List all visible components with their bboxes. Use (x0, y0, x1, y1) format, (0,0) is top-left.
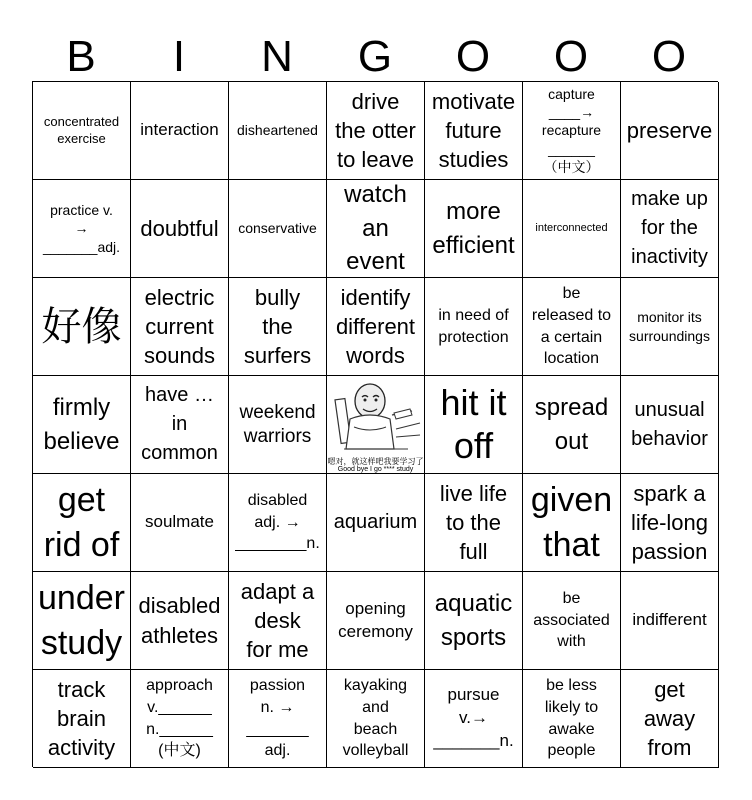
bingo-cell-text: indifferent (632, 610, 707, 630)
bingo-cell-text: spread out (534, 393, 609, 455)
bingo-cell[interactable] (425, 376, 523, 474)
bingo-grid (32, 81, 718, 767)
bingo-cell-text: drive the otter to leave (335, 88, 416, 173)
bingo-cell[interactable] (621, 82, 719, 180)
bingo-cell[interactable] (425, 180, 523, 278)
meme-face-icon (330, 377, 422, 457)
bingo-cell[interactable] (33, 82, 131, 180)
bingo-cell[interactable] (523, 278, 621, 376)
bingo-cell-text: aquatic sports (434, 589, 513, 651)
bingo-cell[interactable] (131, 670, 229, 768)
header-letter: G (357, 32, 393, 81)
bingo-cell-text: get rid of (43, 481, 120, 564)
bingo-cell-text: practice v. → _______adj. (42, 202, 121, 255)
bingo-cell[interactable] (621, 670, 719, 768)
bingo-cell[interactable] (33, 278, 131, 376)
bingo-cell[interactable] (327, 180, 425, 278)
bingo-cell-text: watch an event (344, 181, 407, 276)
bingo-cell-text: interaction (140, 120, 219, 140)
bingo-cell[interactable] (131, 474, 229, 572)
bingo-cell[interactable] (229, 572, 327, 670)
bingo-cell[interactable] (33, 376, 131, 474)
bingo-cell-text: electric current sounds (144, 284, 215, 369)
bingo-cell-text: disabled adj. → ________n. (235, 492, 320, 553)
bingo-cell-text: more efficient (432, 197, 515, 259)
meme-caption-english: Good bye I go **** study (337, 465, 414, 473)
bingo-cell-text: conservative (238, 220, 317, 237)
bingo-cell[interactable] (131, 572, 229, 670)
bingo-cell[interactable] (229, 82, 327, 180)
bingo-cell-text: make up for the inactivity (631, 188, 708, 268)
bingo-cell[interactable] (425, 670, 523, 768)
bingo-cell-text: motivate future studies (431, 88, 516, 173)
bingo-cell-text: get away from (643, 676, 696, 761)
bingo-cell-text: 好像 (41, 304, 122, 349)
bingo-cell[interactable] (131, 82, 229, 180)
bingo-cell-text: pursue v.→ _______n. (433, 685, 514, 750)
bingo-cell-text: under study (38, 579, 125, 662)
header-letter: O (651, 32, 687, 81)
header-letter: N (261, 32, 293, 81)
bingo-cell[interactable] (621, 572, 719, 670)
bingo-cell-text: adapt a desk for me (240, 578, 315, 663)
bingo-cell[interactable] (523, 572, 621, 670)
bingo-cell[interactable] (523, 180, 621, 278)
bingo-cell[interactable] (425, 474, 523, 572)
bingo-cell-text: track brain activity (47, 676, 116, 761)
bingo-cell[interactable] (425, 278, 523, 376)
bingo-cell[interactable] (327, 278, 425, 376)
bingo-cell[interactable] (229, 376, 327, 474)
bingo-cell-text: have … in common (141, 384, 218, 464)
bingo-cell[interactable] (523, 474, 621, 572)
bingo-cell[interactable] (425, 82, 523, 180)
header-letter: O (455, 32, 491, 81)
bingo-cell[interactable] (425, 572, 523, 670)
header-letter: B (66, 32, 96, 81)
bingo-cell[interactable] (131, 278, 229, 376)
bingo-cell-text: concentrated exercise (43, 113, 120, 146)
bingo-cell[interactable] (327, 572, 425, 670)
bingo-cell-text: be released to a certain location (531, 285, 612, 368)
bingo-cell-free-space[interactable] (327, 376, 425, 474)
bingo-cell-text: be less likely to awake people (544, 677, 599, 760)
bingo-cell-text: opening ceremony (338, 598, 413, 641)
bingo-cell[interactable] (229, 474, 327, 572)
bingo-cell[interactable] (523, 82, 621, 180)
bingo-cell-text: live life to the full (439, 480, 508, 565)
bingo-cell-text: in need of protection (438, 306, 509, 346)
bingo-cell[interactable] (229, 670, 327, 768)
bingo-cell-text: doubtful (140, 215, 219, 241)
bingo-cell-text: disabled athletes (138, 593, 221, 648)
bingo-cell-text: interconnected (535, 221, 608, 234)
bingo-cell[interactable] (327, 670, 425, 768)
bingo-cell[interactable] (33, 572, 131, 670)
bingo-cell-text: capture ____→ recapture ______ （中文） (541, 86, 602, 175)
bingo-cell[interactable] (229, 180, 327, 278)
bingo-cell-text: kayaking and beach volleyball (342, 677, 409, 760)
bingo-cell-text: identify different words (335, 284, 416, 369)
bingo-cell[interactable] (523, 376, 621, 474)
bingo-cell-text: approach v.______ n.______ (中文) (146, 677, 213, 760)
header-letter: I (172, 32, 186, 81)
bingo-cell-text: soulmate (145, 512, 214, 532)
header-letter: O (553, 32, 589, 81)
bingo-cell-text: hit it off (440, 382, 507, 466)
bingo-cell-text: monitor its surroundings (629, 309, 710, 344)
bingo-cell[interactable] (327, 82, 425, 180)
bingo-cell-text: preserve (626, 117, 713, 143)
bingo-cell-text: bully the surfers (243, 284, 312, 369)
bingo-cell[interactable] (621, 474, 719, 572)
bingo-cell[interactable] (327, 474, 425, 572)
bingo-cell[interactable] (131, 180, 229, 278)
bingo-cell-text: firmly believe (43, 393, 120, 455)
bingo-cell-text: disheartened (237, 122, 318, 139)
bingo-cell-text: given that (530, 481, 613, 564)
bingo-cell[interactable] (523, 670, 621, 768)
bingo-cell[interactable] (33, 670, 131, 768)
meme-caption: 嗯对，就这样吧我要学习了 (327, 456, 424, 466)
bingo-cell[interactable] (131, 376, 229, 474)
bingo-cell-text: spark a life-long passion (630, 480, 709, 565)
bingo-cell-text: be associated with (533, 590, 610, 651)
bingo-cell-text: aquarium (333, 511, 418, 533)
bingo-cell-text: passion n. → _______ adj. (246, 677, 309, 760)
bingo-cell[interactable] (621, 180, 719, 278)
bingo-cell[interactable] (621, 278, 719, 376)
bingo-header (32, 34, 718, 80)
bingo-cell[interactable] (33, 474, 131, 572)
bingo-cell[interactable] (621, 376, 719, 474)
bingo-cell-text: weekend warriors (239, 401, 316, 447)
bingo-cell-text: unusual behavior (631, 398, 708, 450)
bingo-cell[interactable] (33, 180, 131, 278)
bingo-cell[interactable] (229, 278, 327, 376)
